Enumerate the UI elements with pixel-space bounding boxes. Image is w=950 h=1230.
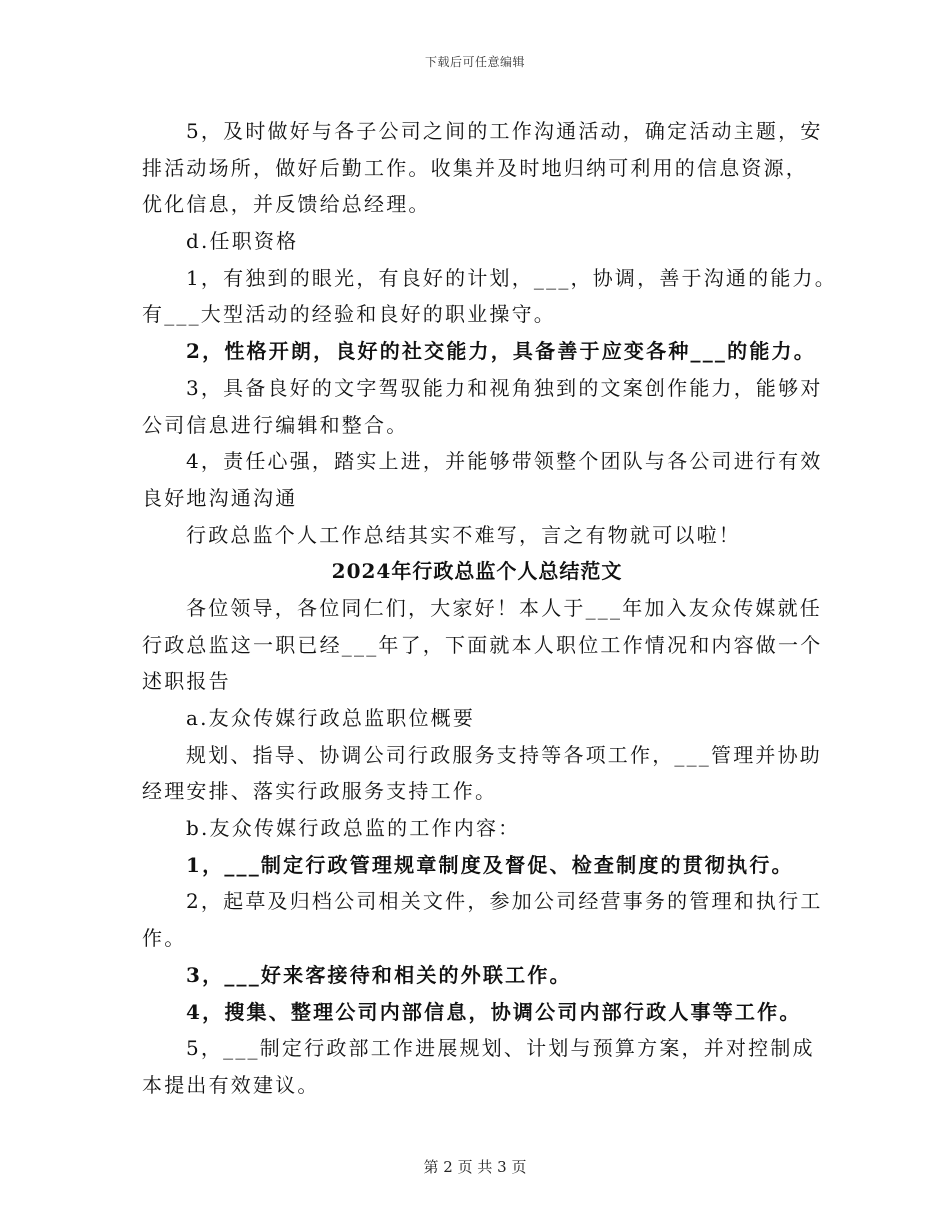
paragraph-line: 5，及时做好与各子公司之间的工作沟通活动，确定活动主题，安 bbox=[186, 119, 823, 143]
page-footer: 第 2 页 共 3 页 bbox=[423, 1158, 527, 1176]
paragraph-line: 5，___制定行政部工作进展规划、计划与预算方案，并对控制成 bbox=[186, 1036, 815, 1061]
paragraph-line: 作。 bbox=[142, 926, 187, 951]
section-title: 2024年行政总监个人总结范文 bbox=[331, 559, 623, 584]
paragraph-line: 各位领导，各位同仁们，大家好！本人于___年加入友众传媒就任 bbox=[186, 595, 822, 620]
paragraph-line: 4，责任心强，踏实上进，并能够带领整个团队与各公司进行有效 bbox=[186, 449, 823, 474]
paragraph-line: 行政总监这一职已经___年了，下面就本人职位工作情况和内容做一个 bbox=[142, 632, 823, 657]
paragraph-line: 2，性格开朗，良好的社交能力，具备善于应变各种___的能力。 bbox=[186, 339, 816, 364]
paragraph-line: 良好地沟通沟通 bbox=[142, 485, 298, 510]
paragraph-line: d.任职资格 bbox=[186, 229, 299, 254]
paragraph-line: 优化信息，并反馈给总经理。 bbox=[142, 192, 431, 217]
document-body bbox=[142, 113, 837, 1104]
paragraph-line: 经理安排、落实行政服务支持工作。 bbox=[142, 779, 498, 804]
paragraph-line: 3，___好来客接待和相关的外联工作。 bbox=[186, 962, 572, 987]
paragraph-line: 公司信息进行编辑和整合。 bbox=[142, 412, 409, 437]
paragraph-line: 述职报告 bbox=[142, 669, 231, 694]
paragraph-line: 4，搜集、整理公司内部信息，协调公司内部行政人事等工作。 bbox=[186, 999, 802, 1024]
page-header: 下载后可任意编辑 bbox=[424, 55, 525, 69]
paragraph-line: 2，起草及归档公司相关文件，参加公司经营事务的管理和执行工 bbox=[186, 889, 823, 914]
paragraph-line: 3，具备良好的文字驾驭能力和视角独到的文案创作能力，能够对 bbox=[186, 375, 823, 400]
paragraph-line: 行政总监个人工作总结其实不难写，言之有物就可以啦！ bbox=[186, 522, 741, 547]
paragraph-line: b.友众传媒行政总监的工作内容： bbox=[186, 816, 521, 841]
paragraph-line: 本提出有效建议。 bbox=[142, 1072, 320, 1097]
paragraph-line: 排活动场所，做好后勤工作。收集并及时地归纳可利用的信息资源， bbox=[142, 155, 808, 180]
paragraph-line: 1，___制定行政管理规章制度及督促、检查制度的贯彻执行。 bbox=[186, 852, 794, 877]
paragraph-line: 1，有独到的眼光，有良好的计划，___，协调，善于沟通的能力。 bbox=[186, 265, 837, 290]
paragraph-line: 规划、指导、协调公司行政服务支持等各项工作，___管理并协助 bbox=[186, 742, 822, 767]
paragraph-line: 有___大型活动的经验和良好的职业操守。 bbox=[142, 302, 556, 327]
paragraph-line: a.友众传媒行政总监职位概要 bbox=[186, 706, 476, 730]
